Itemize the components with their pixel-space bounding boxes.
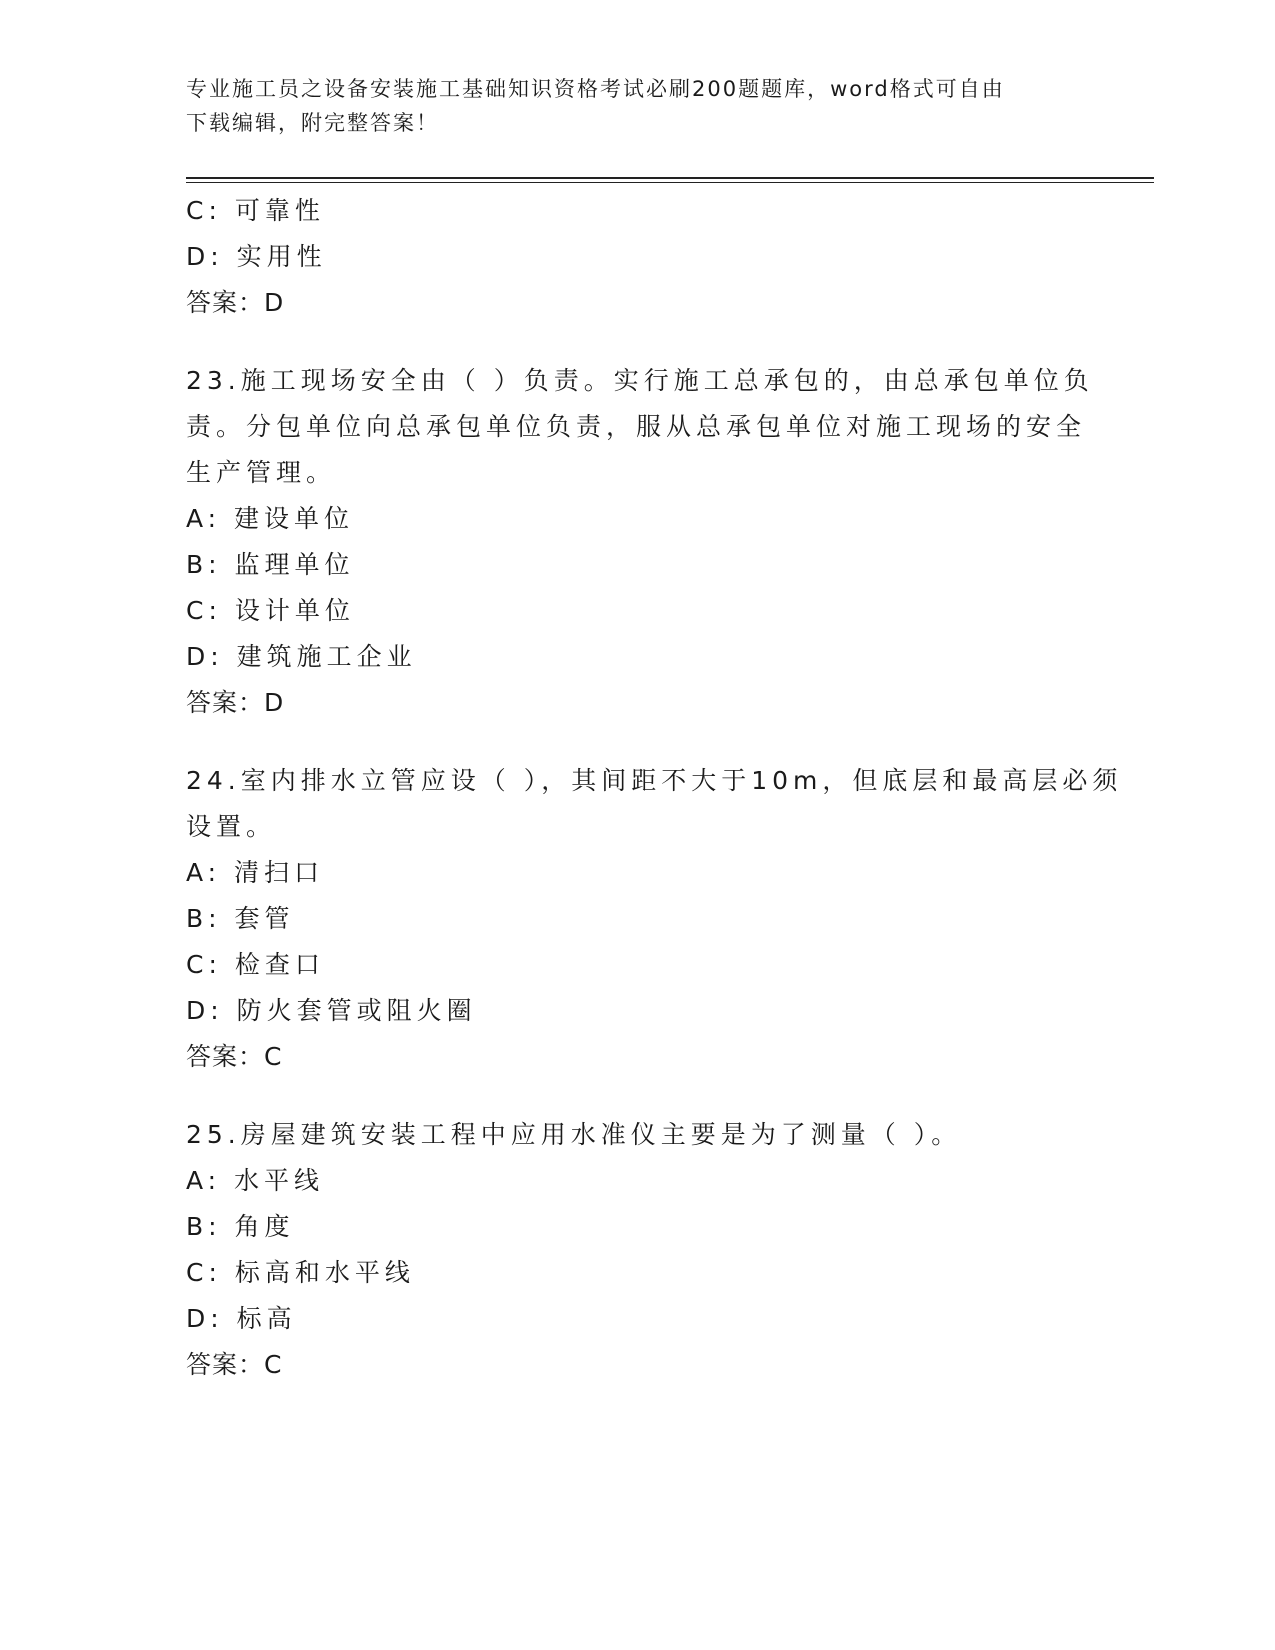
question-stem-line: 23.施工现场安全由（ ）负责。实行施工总承包的，由总承包单位负 [186, 366, 1094, 395]
question-stem-line: 24.室内排水立管应设（ ），其间距不大于10m，但底层和最高层必须 [186, 766, 1123, 795]
header-line-1: 专业施工员之设备安装施工基础知识资格考试必刷200题题库，word格式可自由 [186, 77, 1005, 101]
question-stem-line: 生产管理。 [186, 458, 337, 487]
option-c: C: 可靠性 [186, 196, 325, 225]
question-stem-line: 责。分包单位向总承包单位负责，服从总承包单位对施工现场的安全 [186, 412, 1087, 441]
option-b: B: 监理单位 [186, 550, 355, 579]
option-c: C: 检查口 [186, 950, 325, 979]
option-d: D: 实用性 [186, 242, 327, 271]
option-c: C: 标高和水平线 [186, 1258, 415, 1287]
header-divider-thin [186, 182, 1154, 183]
option-a: A: 水平线 [186, 1166, 325, 1195]
question-23 [186, 358, 1106, 726]
option-b: B: 套管 [186, 904, 295, 933]
header-line-2: 下载编辑，附完整答案！ [186, 111, 439, 135]
answer-line: 答案：D [186, 688, 285, 717]
question-stem-line: 设置。 [186, 812, 277, 841]
previous-question-fragment [186, 188, 1106, 326]
answer-line: 答案：D [186, 288, 285, 317]
option-a: A: 建设单位 [186, 504, 355, 533]
header-divider-thick [186, 177, 1154, 179]
option-d: D: 防火套管或阻火圈 [186, 996, 477, 1025]
question-content [186, 188, 1123, 1388]
option-d: D: 建筑施工企业 [186, 642, 417, 671]
answer-line: 答案：C [186, 1042, 283, 1071]
question-24 [186, 758, 1123, 1080]
option-c: C: 设计单位 [186, 596, 355, 625]
option-b: B: 角度 [186, 1212, 295, 1241]
question-stem-line: 25.房屋建筑安装工程中应用水准仪主要是为了测量（ ）。 [186, 1120, 962, 1149]
answer-line: 答案：C [186, 1350, 283, 1379]
document-header [186, 72, 1066, 140]
option-a: A: 清扫口 [186, 858, 325, 887]
option-d: D: 标高 [186, 1304, 297, 1333]
question-25 [186, 1112, 1106, 1388]
